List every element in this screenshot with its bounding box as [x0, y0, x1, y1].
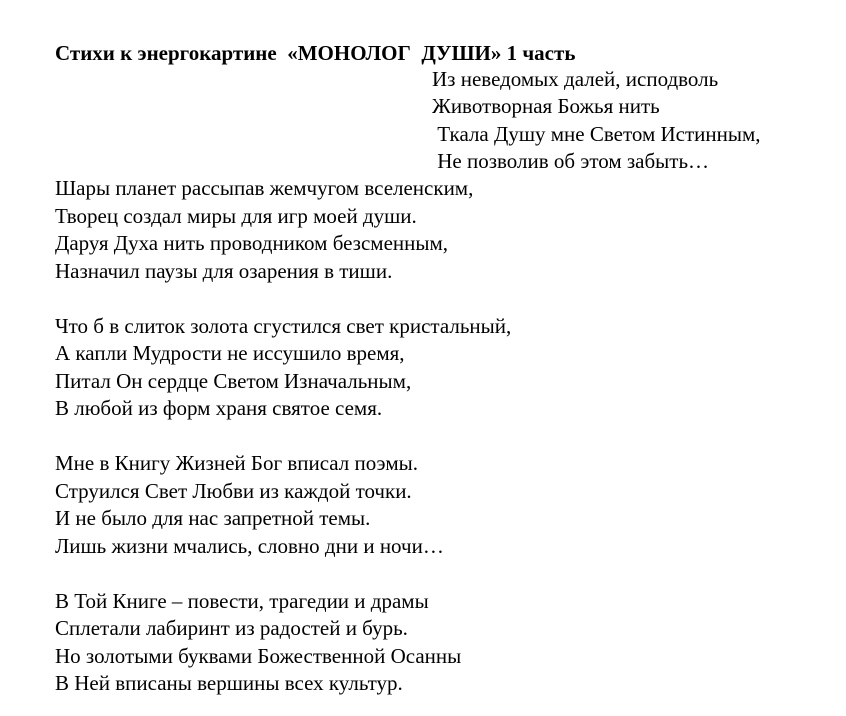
- epigraph-line: Из неведомых далей, исподволь: [432, 67, 719, 91]
- verse-line: Мне в Книгу Жизней Бог вписал поэмы.: [55, 451, 418, 475]
- verse-line: Сплетали лабиринт из радостей и бурь.: [55, 616, 408, 640]
- verse-line: Назначил паузы для озарения в тиши.: [55, 258, 393, 283]
- verse-line: Но золотыми буквами Божественной Осанны: [55, 643, 462, 668]
- verse-line: Лишь жизни мчались, словно дни и ночи…: [55, 533, 444, 558]
- verse-line: Творец создал миры для игр моей души.: [55, 203, 417, 228]
- verse-line: И не было для нас запретной темы.: [55, 506, 371, 530]
- verse-line: Струился Свет Любви из каждой точки.: [55, 478, 412, 503]
- verse-line: В Ней вписаны вершины всех культур.: [55, 671, 403, 695]
- stanza: [55, 175, 511, 285]
- verse-line: В Той Книге – повести, трагедии и драмы: [55, 588, 429, 613]
- epigraph-line: Не позволив об этом забыть…: [432, 148, 710, 173]
- verse-line: А капли Мудрости не иссушило время,: [55, 341, 405, 365]
- poem-body: [55, 175, 511, 698]
- epigraph-line: Животворная Божья нить: [432, 94, 660, 119]
- epigraph: [432, 66, 761, 175]
- stanza: [55, 450, 511, 560]
- verse-line: Шары планет рассыпав жемчугом вселенским,: [55, 176, 474, 200]
- verse-line: Что б в слиток золота сгустился свет кристальный,: [55, 313, 512, 338]
- stanza: [55, 313, 511, 423]
- verse-line: В любой из форм храня святое семя.: [55, 396, 383, 420]
- page-title: Стихи к энергокартине «МОНОЛОГ ДУШИ» 1 часть: [55, 41, 576, 65]
- epigraph-line: Ткала Душу мне Светом Истинным,: [432, 121, 761, 146]
- stanza: [55, 588, 511, 698]
- verse-line: Даруя Духа нить проводником безсменным,: [55, 231, 449, 255]
- verse-line: Питал Он сердце Светом Изначальным,: [55, 368, 412, 393]
